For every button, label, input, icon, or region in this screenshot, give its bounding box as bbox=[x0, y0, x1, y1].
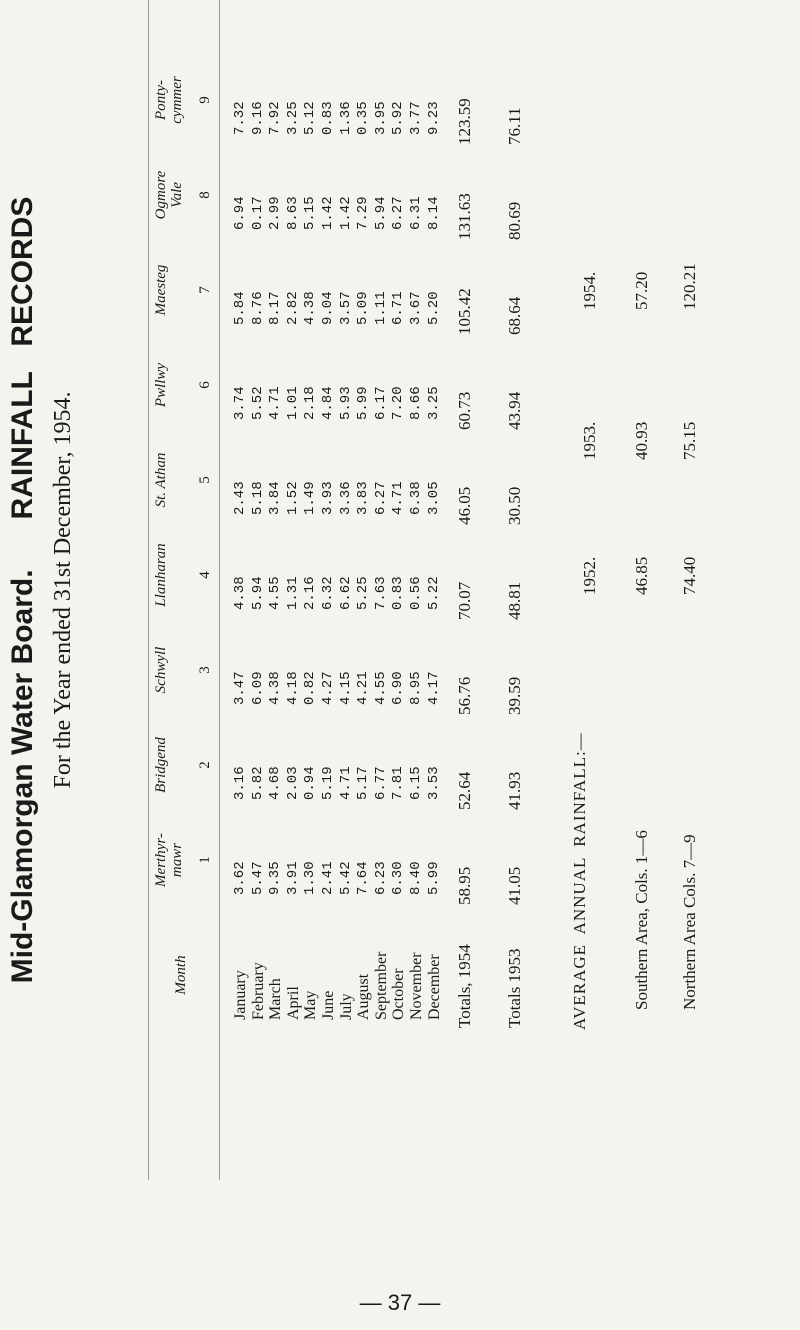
rainfall-cell: 3.93 bbox=[319, 481, 336, 515]
month-september: September bbox=[372, 951, 390, 1020]
rainfall-cell: 6.27 bbox=[372, 481, 389, 515]
rainfall-cell: 4.68 bbox=[267, 766, 284, 800]
rainfall-cell: 4.84 bbox=[319, 386, 336, 420]
rainfall-cell: 8.17 bbox=[267, 291, 284, 325]
rainfall-cell: 5.52 bbox=[249, 386, 266, 420]
total-1953-2: 41.93 bbox=[505, 771, 524, 810]
rainfall-cell: 0.35 bbox=[355, 101, 372, 135]
rainfall-cell: 1.42 bbox=[319, 196, 336, 230]
station-column-5 bbox=[232, 481, 443, 515]
rainfall-cell: 9.23 bbox=[425, 101, 442, 135]
rainfall-cell: 3.05 bbox=[425, 481, 442, 515]
total-1954-2: 52.64 bbox=[455, 771, 474, 810]
month-may: May bbox=[302, 990, 320, 1020]
month-april: April bbox=[284, 986, 302, 1020]
month-list bbox=[232, 952, 443, 1020]
rainfall-cell: 5.18 bbox=[249, 481, 266, 515]
rainfall-cell: 9.04 bbox=[319, 291, 336, 325]
rainfall-cell: 6.31 bbox=[407, 196, 424, 230]
rainfall-cell: 5.47 bbox=[249, 861, 266, 895]
rainfall-cell: 5.82 bbox=[249, 766, 266, 800]
station-column-4 bbox=[232, 576, 443, 610]
rainfall-cell: 9.35 bbox=[267, 861, 284, 895]
rainfall-cell: 6.30 bbox=[390, 861, 407, 895]
rainfall-cell: 5.09 bbox=[355, 291, 372, 325]
rainfall-cell: 8.63 bbox=[284, 196, 301, 230]
rainfall-cell: 6.94 bbox=[232, 196, 248, 230]
rainfall-cell: 8.40 bbox=[407, 861, 424, 895]
page-subtitle: For the Year ended 31st December, 1954. bbox=[50, 391, 76, 789]
total-1953-8: 80.69 bbox=[505, 201, 524, 240]
month-header: Month bbox=[173, 955, 189, 995]
station-name-1: Merthyr- mawr bbox=[153, 833, 185, 887]
station-number-8: 8 bbox=[197, 191, 213, 199]
rainfall-cell: 4.71 bbox=[267, 386, 284, 420]
station-name-9: Ponty- cymmer bbox=[153, 76, 185, 124]
avg-value: 40.93 bbox=[632, 421, 651, 460]
avg-northern-label: Northern Area Cols. 7—9 bbox=[680, 834, 699, 1010]
rainfall-cell: 4.38 bbox=[232, 576, 248, 610]
rainfall-cell: 6.38 bbox=[407, 481, 424, 515]
rainfall-cell: 6.77 bbox=[372, 766, 389, 800]
rainfall-cell: 2.99 bbox=[267, 196, 284, 230]
rainfall-cell: 6.62 bbox=[337, 576, 354, 610]
rainfall-cell: 7.81 bbox=[390, 766, 407, 800]
rainfall-cell: 5.92 bbox=[390, 101, 407, 135]
rainfall-cell: 4.71 bbox=[390, 481, 407, 515]
rainfall-cell: 0.83 bbox=[319, 101, 336, 135]
rainfall-cell: 4.55 bbox=[267, 576, 284, 610]
totals-1953-label: Totals 1953 bbox=[505, 948, 524, 1028]
rainfall-cell: 2.03 bbox=[284, 766, 301, 800]
total-1954-9: 123.59 bbox=[455, 98, 474, 145]
station-number-5: 5 bbox=[197, 476, 213, 484]
rainfall-cell: 8.14 bbox=[425, 196, 442, 230]
station-name-7: Maesteg bbox=[153, 264, 169, 316]
column-header-row bbox=[148, 0, 220, 1180]
rainfall-cell: 8.95 bbox=[407, 671, 424, 705]
rainfall-cell: 3.91 bbox=[284, 861, 301, 895]
station-column-7 bbox=[232, 291, 443, 325]
rainfall-cell: 2.82 bbox=[284, 291, 301, 325]
rainfall-cell: 0.94 bbox=[302, 766, 319, 800]
total-1953-9: 76.11 bbox=[505, 107, 524, 145]
rainfall-cell: 1.11 bbox=[372, 291, 389, 325]
rainfall-cell: 3.25 bbox=[425, 386, 442, 420]
rainfall-cell: 2.43 bbox=[232, 481, 248, 515]
station-number-1: 1 bbox=[197, 856, 213, 864]
avg-year-3: 1954. bbox=[580, 271, 599, 310]
avg-year-1: 1952. bbox=[580, 556, 599, 595]
rainfall-cell: 5.94 bbox=[372, 196, 389, 230]
rainfall-cell: 3.57 bbox=[337, 291, 354, 325]
rainfall-cell: 1.31 bbox=[284, 576, 301, 610]
month-july: July bbox=[337, 993, 355, 1020]
rainfall-cell: 5.94 bbox=[249, 576, 266, 610]
rainfall-cell: 1.49 bbox=[302, 481, 319, 515]
rainfall-cell: 7.92 bbox=[267, 101, 284, 135]
station-name-5: St. Athan bbox=[153, 452, 169, 508]
total-1953-1: 41.05 bbox=[505, 866, 524, 905]
rainfall-cell: 1.30 bbox=[302, 861, 319, 895]
rainfall-cell: 5.20 bbox=[425, 291, 442, 325]
rainfall-cell: 1.01 bbox=[284, 386, 301, 420]
station-number-4: 4 bbox=[197, 571, 213, 579]
rainfall-cell: 3.77 bbox=[407, 101, 424, 135]
total-1954-3: 56.76 bbox=[455, 676, 474, 715]
rainfall-cell: 1.52 bbox=[284, 481, 301, 515]
total-1953-4: 48.81 bbox=[505, 581, 524, 620]
rainfall-cell: 6.17 bbox=[372, 386, 389, 420]
station-column-9 bbox=[232, 101, 443, 135]
page-title: Mid-Glamorgan Water Board. RAINFALL RECORDS bbox=[6, 196, 39, 984]
month-march: March bbox=[267, 978, 285, 1020]
total-1954-5: 46.05 bbox=[455, 486, 474, 525]
station-name-3: Schwyll bbox=[153, 646, 169, 694]
station-column-3 bbox=[232, 671, 443, 705]
rainfall-cell: 7.64 bbox=[355, 861, 372, 895]
station-number-9: 9 bbox=[197, 96, 213, 104]
avg-value: 46.85 bbox=[632, 556, 651, 595]
rainfall-cell: 3.36 bbox=[337, 481, 354, 515]
rainfall-cell: 6.71 bbox=[390, 291, 407, 325]
rainfall-cell: 4.55 bbox=[372, 671, 389, 705]
rainfall-cell: 0.82 bbox=[302, 671, 319, 705]
avg-southern-label: Southern Area, Cols. 1—6 bbox=[632, 830, 651, 1010]
avg-value: 120.21 bbox=[680, 263, 699, 310]
avg-value: 74.40 bbox=[680, 556, 699, 595]
station-name-2: Bridgend bbox=[153, 737, 169, 793]
rainfall-cell: 3.25 bbox=[284, 101, 301, 135]
rainfall-cell: 7.32 bbox=[232, 101, 248, 135]
rainfall-cell: 0.56 bbox=[407, 576, 424, 610]
rainfall-cell: 6.32 bbox=[319, 576, 336, 610]
avg-value: 57.20 bbox=[632, 271, 651, 310]
average-heading: AVERAGE ANNUAL RAINFALL:— bbox=[570, 732, 589, 1030]
rainfall-cell: 3.67 bbox=[407, 291, 424, 325]
total-1954-7: 105.42 bbox=[455, 288, 474, 335]
rainfall-cell: 5.22 bbox=[425, 576, 442, 610]
month-august: August bbox=[355, 973, 373, 1020]
rainfall-cell: 5.84 bbox=[232, 291, 248, 325]
month-december: December bbox=[425, 954, 443, 1020]
rainfall-cell: 3.84 bbox=[267, 481, 284, 515]
rainfall-cell: 5.17 bbox=[355, 766, 372, 800]
rainfall-cell: 9.16 bbox=[249, 101, 266, 135]
totals-1954-label: Totals, 1954 bbox=[455, 944, 474, 1028]
rainfall-cell: 3.83 bbox=[355, 481, 372, 515]
month-january: January bbox=[232, 970, 249, 1020]
station-number-2: 2 bbox=[197, 761, 213, 769]
rainfall-cell: 6.23 bbox=[372, 861, 389, 895]
station-column-8 bbox=[232, 196, 443, 230]
total-1953-6: 43.94 bbox=[505, 391, 524, 430]
month-february: February bbox=[249, 962, 267, 1020]
station-name-6: Pwllwy bbox=[153, 362, 169, 408]
rainfall-cell: 6.27 bbox=[390, 196, 407, 230]
rainfall-cell: 5.15 bbox=[302, 196, 319, 230]
total-1954-8: 131.63 bbox=[455, 193, 474, 240]
rainfall-cell: 3.62 bbox=[232, 861, 248, 895]
total-1954-4: 70.07 bbox=[455, 581, 474, 620]
rainfall-cell: 4.21 bbox=[355, 671, 372, 705]
rainfall-cell: 2.16 bbox=[302, 576, 319, 610]
rainfall-cell: 4.27 bbox=[319, 671, 336, 705]
rainfall-cell: 6.09 bbox=[249, 671, 266, 705]
rainfall-cell: 3.95 bbox=[372, 101, 389, 135]
station-number-7: 7 bbox=[197, 286, 213, 294]
rainfall-cell: 3.47 bbox=[232, 671, 248, 705]
month-june: June bbox=[319, 990, 337, 1020]
station-number-3: 3 bbox=[197, 666, 213, 674]
rainfall-cell: 3.74 bbox=[232, 386, 248, 420]
rainfall-cell: 5.42 bbox=[337, 861, 354, 895]
avg-value: 75.15 bbox=[680, 421, 699, 460]
rainfall-cell: 2.18 bbox=[302, 386, 319, 420]
rainfall-cell: 4.17 bbox=[425, 671, 442, 705]
rainfall-cell: 5.12 bbox=[302, 101, 319, 135]
rainfall-cell: 4.71 bbox=[337, 766, 354, 800]
rainfall-cell: 5.93 bbox=[337, 386, 354, 420]
total-1954-6: 60.73 bbox=[455, 391, 474, 430]
station-column-6 bbox=[232, 386, 443, 420]
rainfall-cell: 5.99 bbox=[355, 386, 372, 420]
month-october: October bbox=[390, 968, 408, 1020]
total-1953-3: 39.59 bbox=[505, 676, 524, 715]
total-1953-5: 30.50 bbox=[505, 486, 524, 525]
rainfall-cell: 1.42 bbox=[337, 196, 354, 230]
rainfall-cell: 0.83 bbox=[390, 576, 407, 610]
rainfall-cell: 4.38 bbox=[267, 671, 284, 705]
rainfall-cell: 2.41 bbox=[319, 861, 336, 895]
rainfall-cell: 7.29 bbox=[355, 196, 372, 230]
avg-year-2: 1953. bbox=[580, 421, 599, 460]
month-november: November bbox=[407, 952, 425, 1020]
rainfall-cell: 8.66 bbox=[407, 386, 424, 420]
rainfall-cell: 7.20 bbox=[390, 386, 407, 420]
station-column-2 bbox=[232, 766, 443, 800]
rainfall-cell: 4.38 bbox=[302, 291, 319, 325]
station-name-8: Ogmore Vale bbox=[153, 170, 185, 220]
rainfall-cell: 8.76 bbox=[249, 291, 266, 325]
station-name-4: Llanharan bbox=[153, 543, 169, 607]
rainfall-cell: 5.99 bbox=[425, 861, 442, 895]
station-number-6: 6 bbox=[197, 381, 213, 389]
page-number: — 37 — bbox=[359, 1290, 441, 1315]
rainfall-cell: 4.18 bbox=[284, 671, 301, 705]
rainfall-cell: 6.15 bbox=[407, 766, 424, 800]
rainfall-cell: 1.36 bbox=[337, 101, 354, 135]
total-1953-7: 68.64 bbox=[505, 296, 524, 335]
rainfall-cell: 6.90 bbox=[390, 671, 407, 705]
rainfall-cell: 5.25 bbox=[355, 576, 372, 610]
rainfall-cell: 4.15 bbox=[337, 671, 354, 705]
rainfall-cell: 3.53 bbox=[425, 766, 442, 800]
rainfall-cell: 3.16 bbox=[232, 766, 248, 800]
rainfall-cell: 0.17 bbox=[249, 196, 266, 230]
rainfall-cell: 5.19 bbox=[319, 766, 336, 800]
station-column-1 bbox=[232, 861, 443, 895]
total-1954-1: 58.95 bbox=[455, 866, 474, 905]
rainfall-cell: 7.63 bbox=[372, 576, 389, 610]
